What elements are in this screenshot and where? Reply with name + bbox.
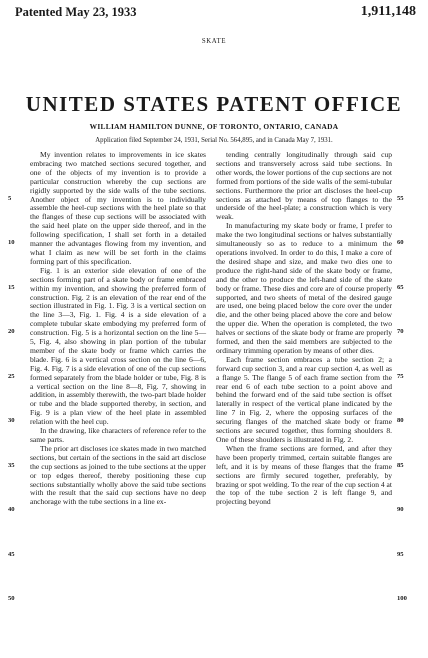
paragraph: My invention relates to improvements in ice skates embracing two matched sections secured together, and one of the objects of my invention is to provide a particular construction whereby the cup sections are rigidly supported by the side walls of the tube sections. Another object of my invention is to individually assemble the heel-cup sections with the heel plate so that the flanges of these cup sections will be associated with the said heel plate on the upper side thereof, and in the following specification, I shall set forth in a detailed manner the advantages flowing from my invention, and what I claim as new will be set forth in the claims forming part of this specification. [30,150,206,266]
line-number: 80 [397,417,404,424]
subject-heading: SKATE [201,38,227,45]
patent-number: 1,911,148 [360,4,416,19]
line-number: 90 [397,506,404,513]
line-number: 70 [397,328,404,335]
line-number: 65 [397,284,404,291]
paragraph: tending centrally longitudinally through said cup sections and transversely across said tube sections. In other words, the lower portions of the cup sections are not formed from portions of the side walls of the semi-tubular sections. Furthermore the prior art discloses the heel-cup sections as attached by means of top flanges to the underside of the heel-plate; a construction which is very weak. [216,150,392,222]
paragraph: Each frame section embraces a tube section 2; a forward cup section 3, and a rear cup section 4, as well as a flange 5. The flange 5 of each frame section from the rear end 6 of each tube section to a point above and behind the forward end of the said tube section is offset laterally in respect of the vertical plane indicated by the line 7 in Fig. 2, where the opposing surfaces of the securing flanges of the matched skate body or frame sections are secured together, thus forming shoulders 8. One of these shoulders is illustrated in Fig. 2. [216,354,392,444]
inventor-line: WILLIAM HAMILTON DUNNE, OF TORONTO, ONTARIO, CANADA [89,122,339,131]
application-line: Application filed September 24, 1931, Serial No. 564,895, and in Canada May 7, 1931. [95,137,333,144]
line-number: 30 [8,417,15,424]
paragraph: The prior art discloses ice skates made in two matched sections, but certain of the sections in the said art disclose the cup sections as joined to the tube sections at the upper or top edges thereof, thereby positioning these cup sections substantially wholly above the said tube sections with the result that the said cup sections have no deep anchorage with the tube sections in a line ex- [30,443,206,507]
right-column [216,151,392,507]
line-number: 25 [8,373,15,380]
line-number: 45 [8,551,15,558]
line-number: 85 [397,462,404,469]
line-number: 5 [8,195,12,202]
line-number: 60 [397,239,404,246]
office-title: UNITED STATES PATENT OFFICE [25,92,403,116]
line-number: 50 [8,595,15,602]
line-number: 15 [8,284,15,291]
paragraph: When the frame sections are formed, and after they have been properly trimmed, certain suitable flanges are left, and it is by means of these flanges that the frame sections are firmly secured together, preferably, by brazing or spot welding. To the rear of the cup section 4 at the top of the tube section 2 is left flange 9, and projecting beyond [216,443,393,507]
left-column [30,151,206,507]
line-number: 75 [397,373,404,380]
line-number: 55 [397,195,404,202]
paragraph: In manufacturing my skate body or frame, I prefer to make the two longitudinal sections or halves substantially simultaneously so as to reduce to a minimum the operations involved. In order to do this, I make a core of the desired shape and size, and make two dies one to produce the right-hand side of the skate body or frame, and the other to produce the left-hand side of the skate body or frame. These dies and core are of course properly supported, and two sheets of metal of the desired gauge are used, one being placed below the core over the under die, and the other being placed above the core and below the upper die. When the operation is completed, the two halves or sections of the skate body or frame are properly formed, and then the said members are subjected to the ordinary trimming operation by means of other dies. [216,221,392,355]
paragraph: Fig. 1 is an exterior side elevation of one of the sections forming part of a skate body or frame embraced within my invention, and showing the preferred form of construction. Fig. 2 is an elevation of the rear end of the section illustrated in Fig. 1. Fig. 3 is a vertical section on the line 3—3, Fig. 1. Fig. 4 is a side elevation of a complete tubular skate embodying my preferred form of construction. Fig. 5 is a horizontal section on the line 5—5, Fig. 4, also showing in plan portion of the tubular member of the skate body or frame which carries the blade. Fig. 6 is a vertical cross section on the line 6—6, Fig. 4. Fig. 7 is a side elevation of one of the cup sections formed separately from the blade holder or tube, Fig. 8 is a vertical section on the line 8—8, Fig. 7, showing in addition, in assembly therewith, the two-part blade holder or tube and the blade supported thereby, in section, and Fig. 9 is a plan view of the heel plate in assembled relation with the heel cup. [30,265,206,427]
patent-date: Patented May 23, 1933 [15,5,137,19]
line-number: 100 [397,595,407,602]
line-number: 35 [8,462,15,469]
line-number: 20 [8,328,15,335]
paragraph: In the drawing, like characters of reference refer to the same parts. [30,426,206,444]
line-number: 40 [8,506,15,513]
line-number: 10 [8,239,15,246]
line-number: 95 [397,551,404,558]
